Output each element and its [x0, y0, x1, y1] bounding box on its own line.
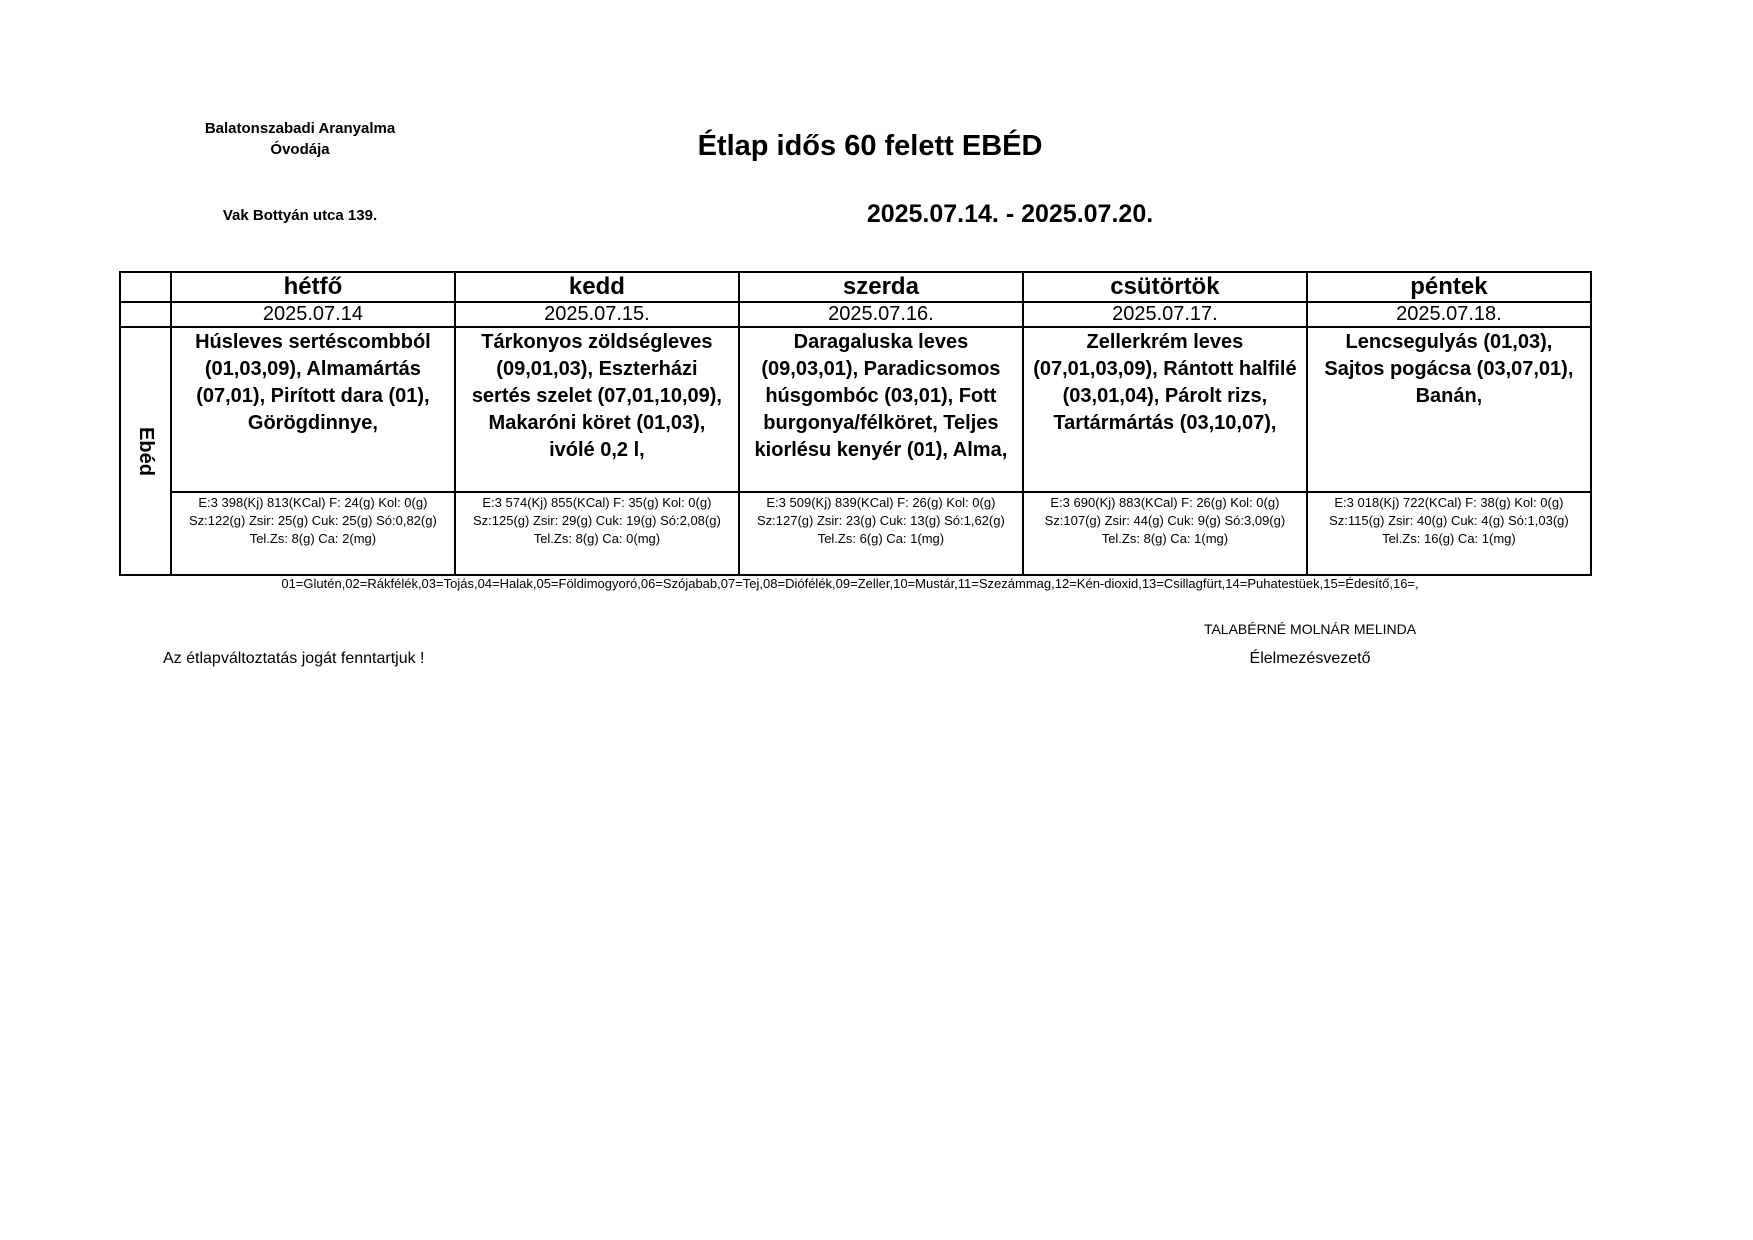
meal-label: Ebéd — [134, 426, 157, 476]
dish-line: sertés szelet (07,01,10,09), — [471, 385, 722, 407]
organization-address: Vak Bottyán utca 139. — [222, 207, 378, 224]
dish-line: kiorlésu kenyér (01), Alma, — [754, 439, 1008, 461]
nutrition-line: E:3 509(Kj) 839(KCal) F: 26(g) Kol: 0(g) — [766, 495, 996, 510]
dish-line: (03,01,04), Párolt rizs, — [1062, 385, 1268, 407]
nutrition-line: Sz:127(g) Zsir: 23(g) Cuk: 13(g) Só:1,62(g) — [756, 513, 1005, 528]
nutrition-line: Sz:107(g) Zsir: 44(g) Cuk: 9(g) Só:3,09(g) — [1044, 513, 1286, 528]
date-thursday: 2025.07.17. — [1023, 302, 1307, 327]
change-notice: Az étlapváltoztatás jogát fenntartjuk ! — [163, 650, 425, 667]
dish-monday — [171, 327, 455, 492]
day-name-row — [120, 272, 1591, 302]
dish-wednesday — [739, 327, 1023, 492]
meal-label-cell — [120, 327, 171, 575]
dish-line: Sajtos pogácsa (03,07,01), — [1324, 358, 1574, 380]
weekly-menu-table — [119, 271, 1592, 576]
nutrition-monday — [171, 492, 455, 575]
day-name-tuesday: kedd — [455, 272, 739, 302]
date-monday: 2025.07.14 — [171, 302, 455, 327]
day-name-friday: péntek — [1307, 272, 1591, 302]
nutrition-line: E:3 018(Kj) 722(KCal) F: 38(g) Kol: 0(g) — [1334, 495, 1564, 510]
dish-line: Daragaluska leves — [793, 331, 969, 353]
nutrition-line: Tel.Zs: 8(g) Ca: 0(mg) — [533, 531, 661, 546]
dish-line: (09,03,01), Paradicsomos — [761, 358, 1001, 380]
signer-role: Élelmezésvezető — [1249, 650, 1371, 667]
day-name-monday: hétfő — [171, 272, 455, 302]
date-wednesday: 2025.07.16. — [739, 302, 1023, 327]
nutrition-line: Tel.Zs: 8(g) Ca: 1(mg) — [1101, 531, 1229, 546]
organization-name-line2: Óvodája — [270, 141, 330, 158]
dish-line: Banán, — [1415, 385, 1483, 407]
nutrition-wednesday — [739, 492, 1023, 575]
nutrition-line: E:3 398(Kj) 813(KCal) F: 24(g) Kol: 0(g) — [198, 495, 428, 510]
nutrition-friday — [1307, 492, 1591, 575]
day-name-wednesday: szerda — [739, 272, 1023, 302]
nutrition-line: Tel.Zs: 16(g) Ca: 1(mg) — [1382, 531, 1516, 546]
nutrition-tuesday — [455, 492, 739, 575]
nutrition-row — [120, 492, 1591, 575]
dish-tuesday — [455, 327, 739, 492]
date-tuesday: 2025.07.15. — [455, 302, 739, 327]
date-friday: 2025.07.18. — [1307, 302, 1591, 327]
dish-friday — [1307, 327, 1591, 492]
nutrition-line: Tel.Zs: 6(g) Ca: 1(mg) — [817, 531, 945, 546]
nutrition-line: Sz:125(g) Zsir: 29(g) Cuk: 19(g) Só:2,08(g) — [472, 513, 721, 528]
dish-row — [120, 327, 1591, 492]
dish-line: Tárkonyos zöldségleves — [481, 331, 713, 353]
day-name-thursday: csütörtök — [1023, 272, 1307, 302]
dish-line: (07,01), Pirított dara (01), — [196, 385, 430, 407]
organization-name — [160, 118, 440, 160]
dish-line: Lencsegulyás (01,03), — [1345, 331, 1553, 353]
date-range: 2025.07.14. - 2025.07.20. — [866, 200, 1154, 228]
dish-line: (01,03,09), Almamártás — [204, 358, 421, 380]
nutrition-thursday — [1023, 492, 1307, 575]
dish-line: Húsleves sertéscombból — [195, 331, 431, 353]
dish-line: (07,01,03,09), Rántott halfilé — [1033, 358, 1297, 380]
nutrition-line: E:3 690(Kj) 883(KCal) F: 26(g) Kol: 0(g) — [1050, 495, 1280, 510]
nutrition-line: Sz:115(g) Zsir: 40(g) Cuk: 4(g) Só:1,03(g) — [1329, 513, 1569, 528]
nutrition-line: E:3 574(Kj) 855(KCal) F: 35(g) Kol: 0(g) — [482, 495, 712, 510]
nutrition-line: Sz:122(g) Zsir: 25(g) Cuk: 25(g) Só:0,82(g) — [188, 513, 437, 528]
dish-line: Zellerkrém leves — [1086, 331, 1244, 353]
dish-line: (09,01,03), Eszterházi — [496, 358, 698, 380]
date-row — [120, 302, 1591, 327]
corner-cell — [120, 302, 171, 327]
dish-line: burgonya/félköret, Teljes — [763, 412, 999, 434]
signer-name: TALABÉRNÉ MOLNÁR MELINDA — [1203, 621, 1417, 637]
dish-line: Tartármártás (03,10,07), — [1053, 412, 1277, 434]
corner-cell — [120, 272, 171, 302]
dish-line: Makaróni köret (01,03), — [488, 412, 706, 434]
dish-thursday — [1023, 327, 1307, 492]
dish-line: Görögdinnye, — [247, 412, 378, 434]
menu-title: Étlap idős 60 felett EBÉD — [697, 130, 1043, 162]
organization-name-line1: Balatonszabadi Aranyalma — [204, 120, 396, 137]
nutrition-line: Tel.Zs: 8(g) Ca: 2(mg) — [249, 531, 377, 546]
dish-line: húsgombóc (03,01), Fott — [765, 385, 997, 407]
dish-line: ivólé 0,2 l, — [549, 439, 645, 461]
allergen-legend: 01=Glutén,02=Rákfélék,03=Tojás,04=Halak,05=Földimogyoró,06=Szójabab,07=Tej,08=Diófélék,09=Zeller,10=Mustár,11=Szezámmag,12=Kén-dioxid,13=Csillagfürt,14=Puhatestüek,15=Édesítő,16=, — [281, 576, 1419, 591]
